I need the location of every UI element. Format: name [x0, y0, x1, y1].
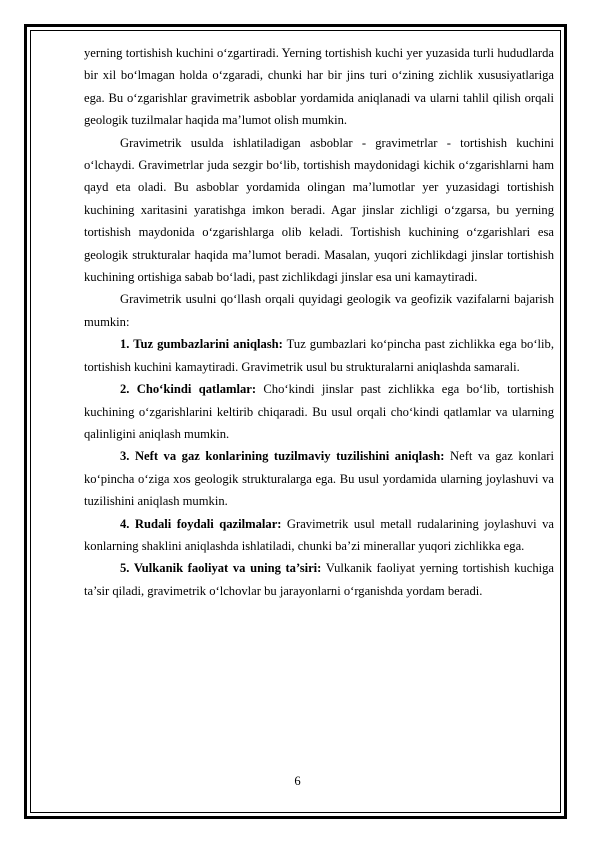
list-item-1-text: Tuz gumbazlari ko‘pincha past zichlikka ega bo‘lib, tortishish kuchini kamaytiradi. Gravimetrik usul bu strukturalarni aniqlashda samarali. [84, 337, 554, 374]
paragraph-tasks-intro: Gravimetrik usulni qo‘llash orqali quyidagi geologik va geofizik vazifalarni bajarish mumkin: [84, 292, 554, 329]
document-body [84, 42, 554, 602]
list-item-4-title: 4. Rudali foydali qazilmalar: [120, 516, 282, 531]
paragraph-continuation: yerning tortishish kuchini o‘zgartiradi. Yerning tortishish kuchi yer yuzasida turli hududlarda bir xil bo‘lmagan holda o‘zgaradi, chunki har bir jins turi o‘zining zichlik xususiyatlariga ega. Bu o‘zgarishlar gravimetrik asboblar yordamida aniqlanadi va ularni tahlil qilish orqali geologik tuzilmalar haqida ma’lumot olish mumkin. [84, 46, 554, 128]
list-item-2 [84, 378, 554, 445]
list-item-5-title: 5. Vulkanik faoliyat va uning ta’siri: [120, 561, 322, 576]
list-item-3-text: Neft va gaz konlari ko‘pincha o‘ziga xos geologik strukturalarga ega. Bu usul yordamida ularning joylashuvi va tuzilishini aniqlash mumkin. [84, 449, 554, 509]
list-item-3 [84, 445, 554, 512]
list-item-5 [84, 557, 554, 602]
list-item-2-text: Cho‘kindi jinslar past zichlikka ega bo‘lib, tortishish kuchining o‘zgarishlarini keltirib chiqaradi. Bu usul orqali cho‘kindi qatlamlar va ularning qalinligini aniqlash mumkin. [84, 382, 554, 441]
list-item-1 [84, 333, 554, 378]
list-item-1-title: 1. Tuz gumbazlarini aniqlash: [120, 337, 283, 352]
page-number: 6 [294, 774, 301, 788]
list-item-5-text: Vulkanik faoliyat yerning tortishish kuchiga ta’sir qiladi, gravimetrik o‘lchovlar bu jarayonlarni o‘rganishda yordam beradi. [84, 561, 554, 598]
list-item-4-text: Gravimetrik usul metall rudalarining joylashuvi va konlarning shaklini aniqlashda ishlatiladi, chunki ba’zi minerallar yuqori zichlikka ega. [84, 516, 554, 553]
list-item-4 [84, 513, 554, 558]
paragraph-gravimeters: Gravimetrik usulda ishlatiladigan asboblar - gravimetrlar - tortishish kuchini o‘lchaydi. Gravimetrlar juda sezgir bo‘lib, tortishish maydonidagi kichik o‘zgarishlarni ham qayd eta oladi. Bu asboblar yordamida olingan ma’lumotlar yer yuzasidagi tortishish kuchining xaritasini yaratishga imkon beradi. Agar jinslar zichligi o‘zgarsa, bu yerning tortishish maydonida o‘zgarishlarga olib keladi. Tortishish kuchining o‘zgarishlari esa geologik strukturalar haqida ma’lumot beradi. Masalan, yuqori zichlikdagi jinslar tortishish kuchining ortishiga sabab bo‘ladi, past zichlikdagi jinslar esa uni kamaytiradi. [84, 135, 554, 285]
list-item-2-title: 2. Cho‘kindi qatlamlar: [120, 382, 257, 397]
list-item-3-title: 3. Neft va gaz konlarining tuzilmaviy tuzilishini aniqlash: [120, 449, 445, 464]
